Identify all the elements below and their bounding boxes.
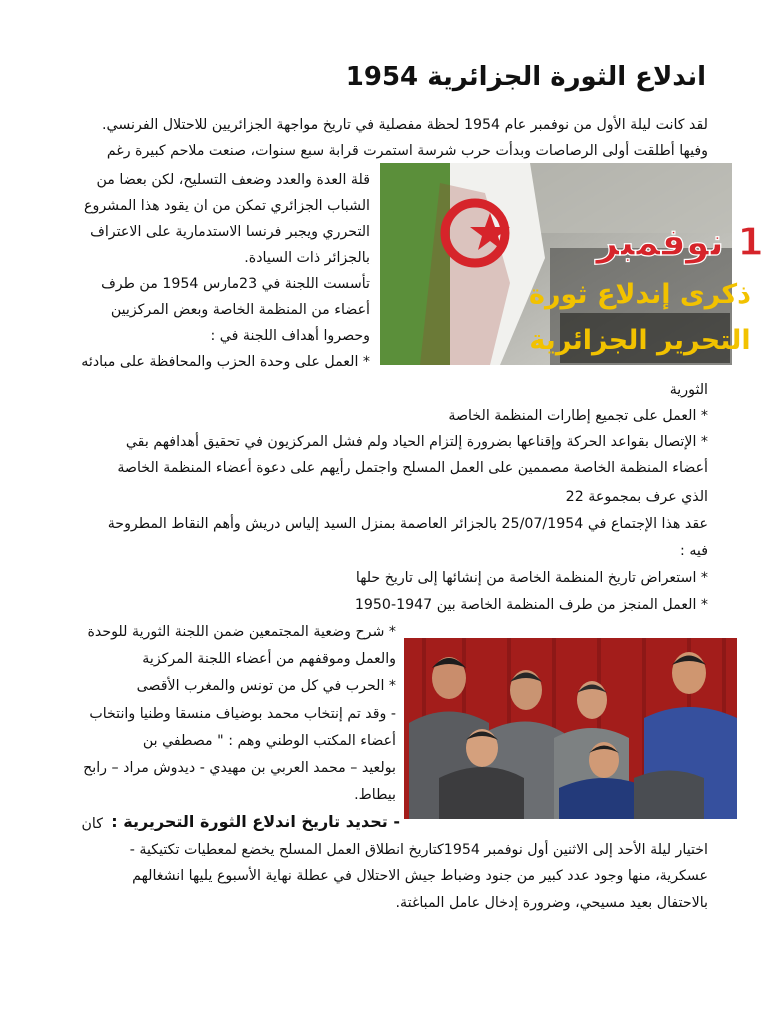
- paragraph-line: وفيها أطلقت أولى الرصاصات وبدأت حرب شرسة استمرت قرابة سبع سنوات، صنعت ملاحم كبيرة رغم: [106, 143, 708, 159]
- paragraph-line: * العمل على تجميع إطارات المنظمة الخاصة: [448, 408, 708, 424]
- paragraph-line: تأسست اللجنة في 23مارس 1954 من طرف: [101, 276, 370, 292]
- paragraph-line: * الحرب في كل من تونس والمغرب الأقصى: [136, 678, 396, 694]
- paragraph-line: والعمل وموقفهم من أعضاء اللجنة المركزية: [142, 651, 396, 667]
- november-poster-image: [380, 163, 764, 365]
- paragraph-line: أعضاء المنظمة الخاصة مصممين على العمل المسلح واجتمل رأيهم على دعوة أعضاء المنظمة الخاصة: [117, 460, 708, 476]
- paragraph-line: بالجزائر ذات السيادة.: [244, 250, 370, 266]
- paragraph-line: * العمل المنجز من طرف المنظمة الخاصة بين 1947-1950: [354, 597, 708, 613]
- paragraph-line: أعضاء المكتب الوطني وهم : " مصطفي بن: [142, 733, 396, 749]
- paragraph-line: قلة العدة والعدد وضعف التسليح، لكن بعضا من: [96, 172, 370, 188]
- poster-caption-line2: التحرير الجزائرية: [529, 325, 751, 356]
- paragraph-line: * استعراض تاريخ المنظمة الخاصة من إنشائها إلى تاريخ حلها: [355, 570, 708, 586]
- paragraph-line: بولعيد – محمد العربي بن مهيدي - ديدوش مراد – رابح: [83, 760, 396, 776]
- poster-date-label: 1 نوفمبر: [596, 220, 764, 264]
- paragraph-line: * العمل على وحدة الحزب والمحافظة على مبادئه: [81, 354, 370, 370]
- paragraph-line: * شرح وضعية المجتمعين ضمن اللجنة الثورية للوحدة: [87, 624, 396, 640]
- paragraph-line: لقد كانت ليلة الأول من نوفمبر عام 1954 لحظة مفصلية في تاريخ مواجهة الجزائريين للاحتلال الفرنسي.: [102, 117, 708, 133]
- paragraph-line: التحرري ويجبر فرنسا الاستدمارية على الاعتراف: [90, 224, 370, 240]
- group-photo-image: [404, 638, 737, 819]
- paragraph-line: بالاحتفال بعيد مسيحي، وضرورة إدخال عامل المباغتة.: [395, 895, 708, 911]
- paragraph-line: الذي عرف بمجموعة 22: [565, 489, 708, 505]
- paragraph-line: أعضاء من المنظمة الخاصة وبعض المركزيين: [110, 302, 370, 318]
- section-heading: - تحديد تاريخ اندلاع الثورة التحريرية :: [111, 812, 400, 831]
- paragraph-line: عقد هذا الإجتماع في 25/07/1954 بالجزائر العاصمة بمنزل السيد إلياس دريش وأهم النقاط المطروحة: [107, 516, 708, 532]
- paragraph-line: كان: [81, 816, 103, 832]
- paragraph-line: الثورية: [669, 382, 708, 398]
- paragraph-line: فيه :: [680, 543, 708, 559]
- poster-caption-line1: ذكرى إندلاع ثورة: [529, 279, 751, 310]
- paragraph-line: * الإتصال بقواعد الحركة وإقناعها بضرورة إلتزام الحياد ولم فشل المركزيون في تحقيق أهدافهم بقي: [125, 434, 708, 450]
- paragraph-line: عسكرية، منها وجود عدد كبير من جنود وضباط جيش الاحتلال في عطلة نهاية الأسبوع يليها انشغالهم: [132, 868, 708, 884]
- paragraph-line: الشباب الجزائري تمكن من ان يقود هذا المشروع: [84, 198, 370, 214]
- paragraph-line: اختيار ليلة الأحد إلى الاثنين أول نوفمبر 1954كتاريخ انطلاق العمل المسلح يخضع لمعطيات تكتيكية -: [129, 842, 708, 858]
- paragraph-line: بيطاط.: [354, 787, 396, 803]
- page-title: اندلاع الثورة الجزائرية 1954: [345, 62, 706, 92]
- paragraph-line: - وقد تم إنتخاب محمد بوضياف منسقا وطنيا وانتخاب: [89, 706, 396, 722]
- paragraph-line: وحصروا أهداف اللجنة في :: [210, 328, 370, 344]
